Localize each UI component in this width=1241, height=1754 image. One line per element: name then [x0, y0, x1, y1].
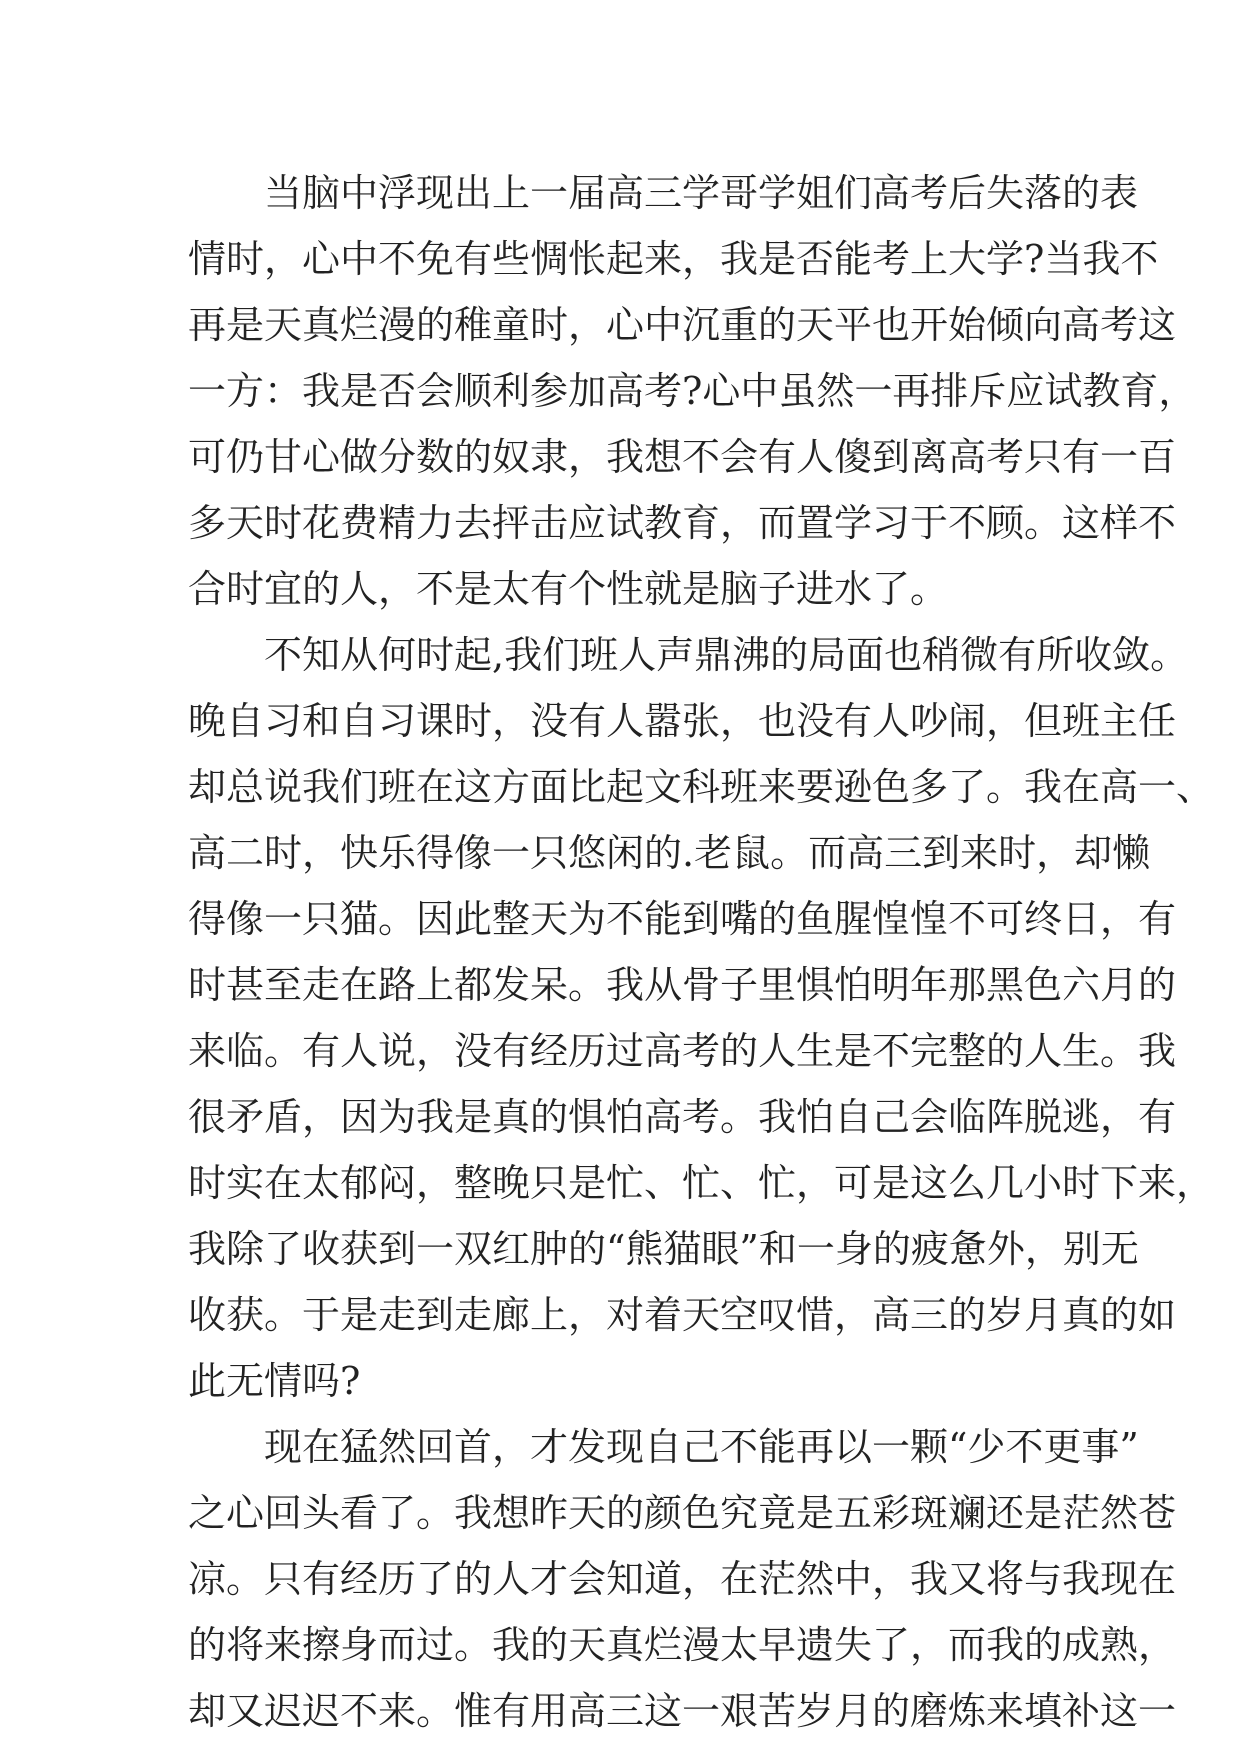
- text-line: 多天时花费精力去抨击应试教育，而置学习于不顾。这样不: [188, 501, 1177, 545]
- text-line: 不知从何时起,我们班人声鼎沸的局面也稍微有所收敛。: [264, 633, 1189, 677]
- text-line: 当脑中浮现出上一届高三学哥学姐们高考后失落的表: [264, 171, 1139, 215]
- text-line: 一方：我是否会顺利参加高考?心中虽然一再排斥应试教育，: [188, 369, 1197, 413]
- text-line: 很矛盾，因为我是真的惧怕高考。我怕自己会临阵脱逃，有: [188, 1095, 1177, 1139]
- text-line: 来临。有人说，没有经历过高考的人生是不完整的人生。我: [188, 1029, 1177, 1073]
- text-line: 可仍甘心做分数的奴隶，我想不会有人傻到离高考只有一百: [188, 435, 1177, 479]
- text-line: 凉。只有经历了的人才会知道，在茫然中，我又将与我现在: [188, 1557, 1177, 1601]
- text-line: 再是天真烂漫的稚童时，心中沉重的天平也开始倾向高考这: [188, 303, 1177, 347]
- text-line: 晚自习和自习课时，没有人嚣张，也没有人吵闹，但班主任: [188, 699, 1177, 743]
- text-line: 高二时，快乐得像一只悠闲的.老鼠。而高三到来时，却懒: [188, 831, 1151, 875]
- text-line: 的将来擦身而过。我的天真烂漫太早遗失了，而我的成熟，: [188, 1623, 1177, 1667]
- text-line: 现在猛然回首，才发现自己不能再以一颗“少不更事”: [264, 1425, 1139, 1469]
- text-line: 时甚至走在路上都发呆。我从骨子里惧怕明年那黑色六月的: [188, 963, 1177, 1007]
- paragraph-1: [188, 160, 1197, 622]
- text-line: 之心回头看了。我想昨天的颜色究竟是五彩斑斓还是茫然苍: [188, 1491, 1177, 1535]
- paragraph-2: [188, 622, 1215, 1414]
- text-line: 却又迟迟不来。惟有用高三这一艰苦岁月的磨炼来填补这一: [188, 1689, 1177, 1733]
- text-line: 情时，心中不免有些惆怅起来，我是否能考上大学?当我不: [188, 237, 1159, 281]
- text-line: 却总说我们班在这方面比起文科班来要逊色多了。我在高一、: [188, 765, 1215, 809]
- text-line: 时实在太郁闷，整晚只是忙、忙、忙，可是这么几小时下来，: [188, 1161, 1215, 1205]
- paragraph-3: [188, 1414, 1177, 1744]
- text-line: 得像一只猫。因此整天为不能到嘴的鱼腥惶惶不可终日，有: [188, 897, 1177, 941]
- text-line: 此无情吗?: [188, 1359, 361, 1403]
- text-line: 收获。于是走到走廊上，对着天空叹惜，高三的岁月真的如: [188, 1293, 1177, 1337]
- body-text: [188, 160, 1215, 1744]
- text-line: 合时宜的人，不是太有个性就是脑子进水了。: [188, 567, 949, 611]
- text-line: 我除了收获到一双红肿的“熊猫眼”和一身的疲惫外，别无: [188, 1227, 1139, 1271]
